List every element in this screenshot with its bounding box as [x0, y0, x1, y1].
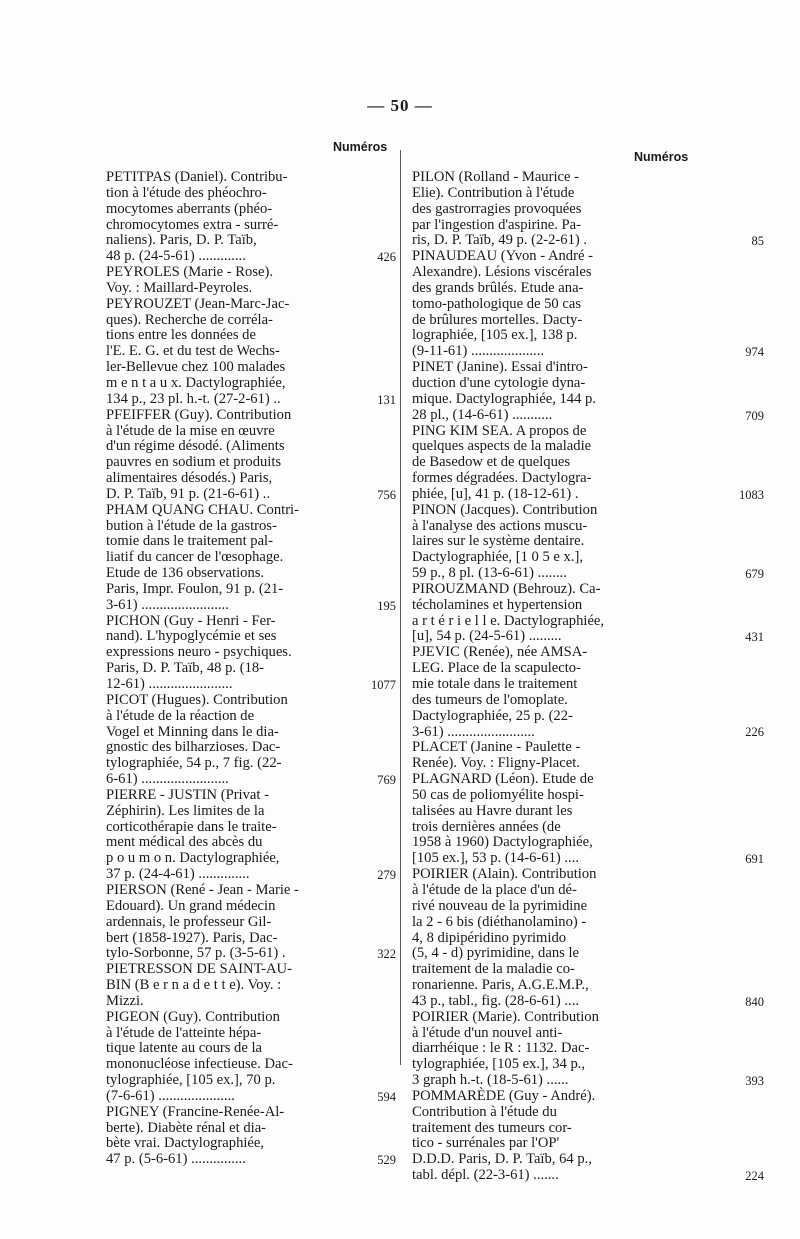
- entry-line: Dactylographiée, [1 0 5 e x.],: [412, 549, 584, 566]
- entry-line: [u], 54 p. (24-5-61) .........: [412, 628, 562, 645]
- entry-line: BIN (B e r n a d e t t e). Voy. :: [106, 977, 282, 994]
- entry-line: PLACET (Janine - Paulette -: [412, 739, 581, 756]
- entry-line: nand). L'hypoglycémie et ses: [106, 628, 277, 645]
- entry-line: à l'étude de la mise en œuvre: [106, 422, 275, 439]
- entry-line: par l'ingestion d'aspirine. Pa-: [412, 216, 581, 233]
- entry-line: à l'étude de l'atteinte hépa-: [106, 1024, 262, 1041]
- left-column-header: Numéros: [333, 140, 388, 154]
- entry-line: des tumeurs de l'omoplate.: [412, 691, 568, 708]
- index-entry: [412, 169, 764, 249]
- entry-line: liatif du cancer de l'œsophage.: [106, 549, 284, 566]
- index-entry: [106, 786, 396, 883]
- entry-text: [412, 249, 674, 360]
- entry-line: Etude de 136 observations.: [106, 565, 265, 582]
- entry-number: 1077: [371, 677, 396, 692]
- entry-line: PEYROLES (Marie - Rose).: [106, 264, 273, 281]
- entry-line: Vogel et Minning dans le dia-: [106, 723, 279, 740]
- entry-line: a r t é r i e l l e. Dactylographiée,: [412, 612, 605, 629]
- entry-line: des grands brûlés. Etude ana-: [412, 279, 584, 296]
- entry-line: de Basedow et de quelques: [412, 454, 571, 471]
- entry-number: 769: [377, 772, 396, 787]
- entry-line: tylographiée, [105 ex.], 70 p.: [106, 1072, 276, 1089]
- column-divider: [400, 150, 401, 1065]
- entry-line: Renée). Voy. : Fligny-Placet.: [412, 755, 580, 772]
- entry-line: tomo-pathologique de 50 cas: [412, 295, 582, 312]
- entry-line: Paris, Impr. Foulon, 91 p. (21-: [106, 580, 284, 597]
- entry-text: [412, 740, 674, 772]
- entry-text: [412, 360, 674, 423]
- index-entry: [106, 169, 396, 265]
- entry-line: mique. Dactylographiée, 144 p.: [412, 390, 596, 407]
- entry-line: l'E. E. G. et du test de Wechs-: [106, 343, 280, 360]
- index-entry: [106, 691, 396, 788]
- entry-line: PING KIM SEA. A propos de: [412, 422, 587, 439]
- index-entry: [412, 248, 764, 360]
- index-entry: [412, 1008, 764, 1089]
- entry-line: traitement de la maladie co-: [412, 961, 575, 978]
- entry-line: 48 p. (24-5-61) .............: [106, 248, 246, 265]
- index-entry: [106, 265, 368, 297]
- index-entry: [412, 740, 674, 772]
- entry-line: 4, 8 dipipéridino pyrimido: [412, 929, 567, 946]
- entry-line: PINET (Janine). Essai d'intro-: [412, 359, 588, 376]
- entry-text: [106, 614, 368, 693]
- entry-line: 37 p. (24-4-61) ..............: [106, 866, 250, 883]
- entry-line: técholamines et hypertension: [412, 596, 583, 613]
- entry-line: POIRIER (Alain). Contribution: [412, 866, 597, 883]
- right-column-header: Numéros: [634, 150, 689, 164]
- index-entry: [412, 644, 764, 740]
- entry-text: [106, 788, 368, 883]
- entry-line: expressions neuro - psychiques.: [106, 644, 292, 661]
- entry-number: 709: [745, 408, 764, 423]
- entry-line: mie totale dans le traitement: [412, 676, 578, 692]
- entry-line: Paris, D. P. Taïb, 48 p. (18-: [106, 660, 265, 677]
- entry-line: ronarienne. Paris, A.G.E.M.P.,: [412, 977, 589, 994]
- entry-line: diarrhéique : le R : 1132. Dac-: [412, 1040, 590, 1057]
- entry-line: 50 cas de poliomyélite hospi-: [412, 786, 584, 803]
- entry-line: tylo-Sorbonne, 57 p. (3-5-61) .: [106, 945, 286, 962]
- entry-line: ment médical des abcès du: [106, 834, 263, 851]
- index-entry: [106, 501, 396, 614]
- entry-text: [412, 170, 674, 249]
- entry-line: D.D.D. Paris, D. P. Taïb, 64 p.,: [412, 1151, 592, 1168]
- entry-line: PJEVIC (Renée), née AMSA-: [412, 644, 588, 661]
- entry-text: [412, 582, 674, 645]
- entry-number: 224: [745, 1169, 764, 1183]
- entry-line: à l'analyse des actions muscu-: [412, 517, 588, 534]
- entry-line: ardennais, le professeur Gil-: [106, 913, 272, 930]
- entry-line: gnostic des bilharzioses. Dac-: [106, 739, 281, 756]
- entry-line: phiée, [u], 41 p. (18-12-61) .: [412, 485, 579, 502]
- entry-text: [412, 424, 674, 503]
- entry-line: pauvres en sodium et produits: [106, 454, 282, 471]
- entry-text: [412, 867, 674, 1010]
- entry-text: [412, 503, 674, 582]
- entry-line: 3-61) ........................: [412, 723, 535, 740]
- entry-number: 840: [745, 994, 764, 1009]
- entry-number: 226: [745, 725, 764, 740]
- entry-line: tabl. dépl. (22-3-61) .......: [412, 1167, 559, 1184]
- entry-line: tylographiée, [105 ex.], 34 p.,: [412, 1056, 586, 1073]
- entry-line: PETITPAS (Daniel). Contribu-: [106, 169, 288, 185]
- entry-line: rivé nouveau de la pyrimidine: [412, 897, 588, 914]
- index-entry: [412, 866, 764, 1010]
- entry-line: 12-61) .......................: [106, 676, 233, 692]
- index-entry: [412, 501, 764, 582]
- entry-number: 195: [377, 598, 396, 613]
- entry-line: corticothérapie dans le traite-: [106, 818, 277, 835]
- entry-line: tique latente au cours de la: [106, 1040, 263, 1057]
- entry-text: [412, 1010, 674, 1089]
- entry-line: duction d'une cytologie dyna-: [412, 374, 586, 391]
- entry-line: tico - surrénales par l'OP': [412, 1135, 560, 1152]
- entry-line: talisées au Havre durant les: [412, 802, 573, 819]
- index-entry: [412, 422, 764, 503]
- right-column: [412, 169, 764, 1184]
- entry-line: p o u m o n. Dactylographiée,: [106, 850, 280, 867]
- entry-number: 974: [745, 345, 764, 360]
- entry-text: [412, 1089, 674, 1184]
- entry-line: PIGNEY (Francine-Renée-Al-: [106, 1103, 285, 1120]
- entry-number: 756: [377, 487, 396, 502]
- entry-line: 47 p. (5-6-61) ...............: [106, 1151, 246, 1168]
- entry-line: mocytomes aberrants (phéo-: [106, 200, 273, 217]
- entry-line: PIETRESSON DE SAINT-AU-: [106, 961, 292, 978]
- page-number: — 50 —: [367, 96, 433, 115]
- entry-text: [106, 883, 368, 962]
- entry-text: [106, 408, 368, 503]
- entry-number: 431: [745, 630, 764, 645]
- entry-line: quelques aspects de la maladie: [412, 438, 592, 455]
- entry-line: tions entre les données de: [106, 327, 256, 344]
- index-entry: [106, 406, 396, 503]
- entry-line: m e n t a u x. Dactylographiée,: [106, 374, 286, 391]
- entry-line: Alexandre). Lésions viscérales: [412, 264, 592, 281]
- entry-line: trois dernières années (de: [412, 818, 561, 835]
- entry-text: [106, 693, 368, 788]
- entry-line: 59 p., 8 pl. (13-6-61) ........: [412, 565, 567, 582]
- entry-line: tomie dans le traitement pal-: [106, 533, 273, 550]
- entry-line: PIERRE - JUSTIN (Privat -: [106, 786, 269, 803]
- index-entry: [106, 612, 396, 693]
- entry-line: traitement des tumeurs cor-: [412, 1119, 572, 1136]
- entry-line: POIRIER (Marie). Contribution: [412, 1008, 599, 1025]
- entry-line: PEYROUZET (Jean-Marc-Jac-: [106, 295, 290, 312]
- entry-number: 322: [377, 947, 396, 962]
- entry-line: Zéphirin). Les limites de la: [106, 802, 265, 819]
- entry-line: PIROUZMAND (Behrouz). Ca-: [412, 580, 601, 597]
- entry-number: 393: [745, 1073, 764, 1088]
- index-entry: [106, 1008, 396, 1105]
- entry-number: 131: [377, 392, 396, 407]
- entry-line: PFEIFFER (Guy). Contribution: [106, 406, 292, 423]
- entry-line: POMMARÈDE (Guy - André).: [412, 1087, 596, 1104]
- entry-number: 679: [745, 566, 764, 581]
- entry-line: 43 p., tabl., fig. (28-6-61) ....: [412, 992, 579, 1009]
- entry-line: à l'étude de la réaction de: [106, 707, 255, 724]
- entry-line: naliens). Paris, D. P. Taïb,: [106, 232, 257, 249]
- entry-line: PICHON (Guy - Henri - Fer-: [106, 612, 276, 629]
- index-entry: [412, 771, 764, 867]
- entry-line: mononucléose infectieuse. Dac-: [106, 1056, 293, 1073]
- entry-text: [106, 1010, 368, 1105]
- entry-line: Contribution à l'étude du: [412, 1103, 557, 1120]
- entry-text: [412, 645, 674, 740]
- entry-line: PICOT (Hugues). Contribution: [106, 691, 288, 708]
- entry-text: [106, 170, 368, 265]
- entry-line: Mizzi.: [106, 992, 144, 1009]
- entry-text: [106, 503, 368, 614]
- entry-number: 529: [377, 1153, 396, 1168]
- entry-line: lographiée, [105 ex.], 138 p.: [412, 327, 578, 344]
- entry-number: 279: [377, 867, 396, 882]
- entry-line: laires sur le système dentaire.: [412, 533, 585, 550]
- index-entry: [412, 1087, 764, 1184]
- entry-text: [106, 962, 368, 1010]
- entry-line: (9-11-61) ....................: [412, 343, 544, 360]
- entry-line: PIGEON (Guy). Contribution: [106, 1008, 280, 1025]
- index-entry: [106, 881, 396, 962]
- entry-line: de brûlures mortelles. Dacty-: [412, 311, 583, 328]
- entry-line: Voy. : Maillard-Peyroles.: [106, 279, 253, 296]
- index-entry: [412, 580, 764, 645]
- entry-text: [412, 772, 674, 867]
- entry-text: [106, 297, 368, 408]
- entry-line: D. P. Taïb, 91 p. (21-6-61) ..: [106, 485, 271, 502]
- entry-line: berte). Diabète rénal et dia-: [106, 1119, 267, 1136]
- index-entry: [106, 962, 368, 1010]
- entry-line: 3 graph h.-t. (18-5-61) ......: [412, 1072, 569, 1089]
- entry-text: [106, 265, 368, 297]
- entry-number: 1083: [739, 487, 764, 502]
- entry-line: d'un régime désodé. (Aliments: [106, 438, 285, 455]
- entry-line: PINAUDEAU (Yvon - André -: [412, 248, 593, 265]
- entry-line: bert (1858-1927). Paris, Dac-: [106, 929, 278, 946]
- entry-line: à l'étude de la place d'un dé-: [412, 881, 577, 898]
- entry-line: ris, D. P. Taïb, 49 p. (2-2-61) .: [412, 232, 588, 249]
- entry-line: Edouard). Un grand médecin: [106, 897, 276, 914]
- entry-number: 691: [745, 852, 764, 867]
- entry-line: 1958 à 1960) Dactylographiée,: [412, 834, 593, 851]
- entry-line: 3-61) ........................: [106, 596, 229, 613]
- entry-line: tylographiée, 54 p., 7 fig. (22-: [106, 755, 282, 772]
- entry-line: PILON (Rolland - Maurice -: [412, 169, 579, 185]
- index-entry: [106, 295, 396, 408]
- entry-line: 28 pl., (14-6-61) ...........: [412, 406, 553, 423]
- index-entry: [106, 1103, 396, 1168]
- entry-line: bète vrai. Dactylographiée,: [106, 1135, 265, 1152]
- entry-text: [106, 1105, 368, 1168]
- entry-line: Elie). Contribution à l'étude: [412, 184, 575, 201]
- entry-line: 6-61) ........................: [106, 771, 229, 788]
- entry-line: PIERSON (René - Jean - Marie -: [106, 881, 299, 898]
- index-entry: [412, 359, 764, 423]
- entry-line: à l'étude d'un nouvel anti-: [412, 1024, 563, 1041]
- entry-number: 426: [377, 250, 396, 265]
- entry-line: (5, 4 - d) pyrimidine, dans le: [412, 945, 579, 962]
- left-column: [106, 169, 396, 1168]
- entry-line: des gastrorragies provoquées: [412, 200, 582, 217]
- entry-line: (7-6-61) .....................: [106, 1087, 235, 1104]
- entry-line: formes dégradées. Dactylogra-: [412, 470, 592, 487]
- entry-line: PHAM QUANG CHAU. Contri-: [106, 501, 299, 518]
- entry-line: ques). Recherche de corréla-: [106, 311, 273, 328]
- entry-line: alimentaires désodés.) Paris,: [106, 470, 273, 487]
- entry-line: [105 ex.], 53 p. (14-6-61) ....: [412, 850, 579, 867]
- entry-number: 85: [751, 234, 764, 249]
- entry-line: tion à l'étude des phéochro-: [106, 184, 267, 201]
- entry-number: 594: [377, 1089, 396, 1104]
- entry-line: la 2 - 6 bis (diéthanolamino) -: [412, 913, 587, 930]
- entry-line: PLAGNARD (Léon). Etude de: [412, 771, 594, 788]
- entry-line: Dactylographiée, 25 p. (22-: [412, 707, 573, 724]
- entry-line: PINON (Jacques). Contribution: [412, 501, 598, 518]
- entry-line: 134 p., 23 pl. h.-t. (27-2-61) ..: [106, 390, 281, 407]
- entry-line: chromocytomes extra - surré-: [106, 216, 279, 233]
- entry-line: ler-Bellevue chez 100 malades: [106, 359, 286, 376]
- entry-line: bution à l'étude de la gastros-: [106, 517, 277, 534]
- entry-line: LEG. Place de la scapulecto-: [412, 660, 581, 677]
